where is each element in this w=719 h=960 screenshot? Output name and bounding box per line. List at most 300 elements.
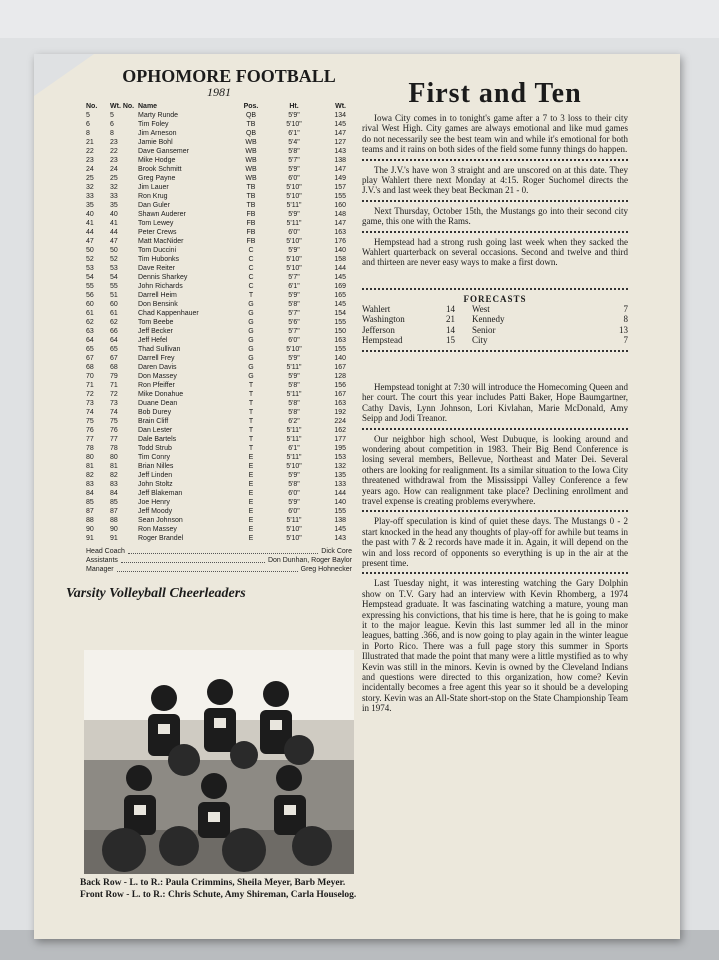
roster-row	[86, 381, 352, 390]
roster-row	[86, 408, 352, 417]
volleyball-cheerleaders-title: Varsity Volleyball Cheerleaders	[66, 586, 246, 601]
player-wt-no: 55	[110, 283, 118, 290]
player-no: 60	[86, 301, 94, 308]
roster-row	[86, 471, 352, 480]
player-ht: 5'8"	[288, 382, 300, 389]
player-ht: 5'9"	[288, 166, 300, 173]
player-wt-no: 23	[110, 157, 118, 164]
player-name: Daren Davis	[138, 364, 177, 371]
player-name: Tim Foley	[138, 121, 169, 128]
player-wt: 149	[334, 175, 346, 182]
player-wt-no: 50	[110, 247, 118, 254]
player-ht: 5'9"	[288, 472, 300, 479]
player-name: Peter Crews	[138, 229, 177, 236]
player-ht: 5'8"	[288, 148, 300, 155]
player-wt: 132	[334, 463, 346, 470]
player-no: 8	[86, 130, 90, 137]
player-ht: 6'0"	[288, 229, 300, 236]
player-pos: E	[248, 490, 254, 497]
player-wt: 153	[334, 454, 346, 461]
player-name: Jim Lauer	[138, 184, 169, 191]
player-no: 64	[86, 337, 94, 344]
forecast-opponent: Kennedy	[472, 314, 505, 325]
player-name: Mike Hodge	[138, 157, 176, 164]
player-wt: 133	[334, 481, 346, 488]
header-wt-no: Wt. No.	[110, 103, 135, 110]
player-ht: 5'9"	[288, 211, 300, 218]
player-wt: 144	[334, 490, 346, 497]
player-wt: 162	[334, 427, 346, 434]
player-no: 90	[86, 526, 94, 533]
staff-row	[86, 565, 352, 574]
player-name: Jeff Moody	[138, 508, 173, 515]
player-wt: 169	[334, 283, 346, 290]
player-no: 5	[86, 112, 90, 119]
player-wt-no: 6	[110, 121, 114, 128]
player-no: 55	[86, 283, 94, 290]
player-wt-no: 8	[110, 130, 114, 137]
player-wt-no: 76	[110, 427, 118, 434]
player-name: Ron Massey	[138, 526, 177, 533]
player-wt-no: 79	[110, 373, 118, 380]
player-ht: 5'11"	[286, 220, 302, 227]
roster-row	[86, 291, 352, 300]
forecast-team: Jefferson	[362, 324, 395, 335]
player-wt-no: 40	[110, 211, 118, 218]
player-pos: E	[248, 454, 254, 461]
player-wt-no: 44	[110, 229, 118, 236]
player-wt-no: 33	[110, 193, 118, 200]
player-wt: 148	[334, 211, 346, 218]
leader-dots	[117, 565, 298, 572]
roster-row	[86, 300, 352, 309]
header-wt: Wt.	[335, 103, 346, 110]
player-wt: 160	[334, 202, 346, 209]
player-name: Jeff Blakeman	[138, 490, 183, 497]
player-pos: E	[248, 463, 254, 470]
player-pos: E	[248, 526, 254, 533]
player-wt: 138	[334, 517, 346, 524]
player-pos: C	[248, 247, 254, 254]
player-wt: 155	[334, 346, 346, 353]
player-pos: E	[248, 535, 254, 542]
player-wt-no: 61	[110, 310, 118, 317]
forecast-score: 8	[623, 314, 628, 325]
player-name: Don Bensink	[138, 301, 178, 308]
player-no: 82	[86, 472, 94, 479]
player-name: Joe Henry	[138, 499, 170, 506]
player-wt-no: 78	[110, 445, 118, 452]
roster-row	[86, 372, 352, 381]
roster-row	[86, 453, 352, 462]
forecast-score: 15	[446, 335, 455, 346]
player-wt: 140	[334, 247, 346, 254]
player-no: 53	[86, 265, 94, 272]
forecast-team: Hempstead	[362, 335, 403, 346]
player-no: 52	[86, 256, 94, 263]
player-wt-no: 75	[110, 418, 118, 425]
roster-row	[86, 399, 352, 408]
player-name: Thad Sullivan	[138, 346, 181, 353]
forecast-opponent: City	[472, 335, 488, 346]
dotted-separator	[362, 288, 628, 290]
player-ht: 5'10"	[286, 265, 302, 272]
background-top	[0, 0, 719, 38]
player-wt: 154	[334, 310, 346, 317]
roster-row	[86, 228, 352, 237]
staff-row	[86, 556, 352, 565]
player-pos: T	[248, 427, 254, 434]
roster-row	[86, 147, 352, 156]
player-no: 78	[86, 445, 94, 452]
player-wt-no: 62	[110, 319, 118, 326]
player-pos: TB	[246, 193, 256, 200]
player-pos: FB	[246, 211, 256, 218]
staff-name: Greg Hohnecker	[300, 566, 352, 573]
player-name: Tom Lewey	[138, 220, 174, 227]
roster-row	[86, 282, 352, 291]
player-wt-no: 74	[110, 409, 118, 416]
player-no: 47	[86, 238, 94, 245]
player-no: 83	[86, 481, 94, 488]
player-wt-no: 5	[110, 112, 114, 119]
player-wt-no: 90	[110, 526, 118, 533]
staff-name: Dick Core	[321, 548, 352, 555]
player-ht: 6'0"	[288, 508, 300, 515]
player-wt-no: 65	[110, 346, 118, 353]
player-ht: 6'1"	[288, 445, 300, 452]
roster-row	[86, 138, 352, 147]
player-no: 87	[86, 508, 94, 515]
player-pos: G	[248, 337, 254, 344]
player-name: Dennis Sharkey	[138, 274, 188, 281]
forecast-opponent: Senior	[472, 324, 496, 335]
player-pos: FB	[246, 220, 256, 227]
player-wt: 167	[334, 391, 346, 398]
dotted-separator	[362, 572, 628, 574]
player-wt: 177	[334, 436, 346, 443]
player-wt: 150	[334, 328, 346, 335]
roster-row	[86, 309, 352, 318]
player-pos: WB	[245, 157, 257, 164]
player-ht: 5'10"	[286, 463, 302, 470]
player-wt-no: 88	[110, 517, 118, 524]
player-pos: T	[248, 445, 254, 452]
player-ht: 5'8"	[288, 301, 300, 308]
player-name: Dan Guler	[138, 202, 170, 209]
player-wt-no: 87	[110, 508, 118, 515]
player-wt-no: 72	[110, 391, 118, 398]
roster-row	[86, 507, 352, 516]
player-pos: G	[248, 355, 254, 362]
staff-name: Don Dunhan, Roger Baylor	[267, 557, 352, 564]
player-wt-no: 53	[110, 265, 118, 272]
roster-row	[86, 237, 352, 246]
player-pos: G	[248, 319, 254, 326]
player-ht: 5'11"	[286, 364, 302, 371]
roster-row	[86, 417, 352, 426]
player-ht: 5'11"	[286, 454, 302, 461]
player-wt: 143	[334, 535, 346, 542]
player-name: Dale Bartels	[138, 436, 177, 443]
roster-row	[86, 246, 352, 255]
roster-row	[86, 219, 352, 228]
player-no: 25	[86, 175, 94, 182]
column-title: First and Ten	[408, 78, 582, 109]
player-pos: G	[248, 301, 254, 308]
leader-dots	[121, 556, 265, 563]
player-pos: E	[248, 499, 254, 506]
player-no: 35	[86, 202, 94, 209]
player-wt-no: 47	[110, 238, 118, 245]
player-name: John Stoltz	[138, 481, 173, 488]
player-name: Sean Johnson	[138, 517, 183, 524]
player-wt: 145	[334, 274, 346, 281]
player-wt-no: 24	[110, 166, 118, 173]
forecast-opponent: West	[472, 303, 490, 314]
player-pos: FB	[246, 229, 256, 236]
player-no: 33	[86, 193, 94, 200]
player-name: Shawn Auderer	[138, 211, 186, 218]
player-name: John Richards	[138, 283, 183, 290]
player-pos: G	[248, 346, 254, 353]
player-pos: WB	[245, 175, 257, 182]
player-pos: C	[248, 274, 254, 281]
player-ht: 5'9"	[288, 112, 300, 119]
paragraph: Our neighbor high school, West Dubuque, is looking around and wondering about competition in 1983. Their Big Bend Conference is losing several members, Bellevue, Northeast and Mater Dei. Several others are looking for realignment. Its a similar situation to the Iowa City threatened withdrawal from the Mississippi Valley Conference a few years ago. How can realignment take place? Declining enrollment and travel expense is creating problems everywhere.	[362, 433, 628, 506]
roster-row	[86, 525, 352, 534]
leader-dots	[128, 547, 318, 554]
first-and-ten-column	[362, 78, 628, 717]
player-pos: T	[248, 391, 254, 398]
player-wt: 147	[334, 166, 346, 173]
player-wt: 145	[334, 121, 346, 128]
player-ht: 5'7"	[288, 310, 300, 317]
player-ht: 5'11"	[286, 391, 302, 398]
player-name: Brain Cliff	[138, 418, 169, 425]
roster-year: 1981	[207, 85, 231, 99]
paragraph: Play-off speculation is kind of quiet these days. The Mustangs 0 - 2 start knocked in the head any thoughts of play-off for awhile but teams in the past with 7 & 2 records have made it in. Again, it will depend on the win and loss record of opponents so everything is up in the air at the present time.	[362, 516, 628, 568]
cheerleaders-photo	[84, 650, 354, 874]
player-pos: QB	[245, 112, 257, 119]
player-no: 62	[86, 319, 94, 326]
player-wt-no: 23	[110, 139, 118, 146]
player-pos: C	[248, 265, 254, 272]
player-no: 81	[86, 463, 94, 470]
player-wt: 163	[334, 337, 346, 344]
player-wt-no: 51	[110, 292, 118, 299]
player-wt: 155	[334, 193, 346, 200]
player-pos: E	[248, 481, 254, 488]
player-ht: 5'9"	[288, 499, 300, 506]
dotted-separator	[362, 159, 628, 161]
player-ht: 5'9"	[288, 292, 300, 299]
dotted-separator	[362, 350, 628, 352]
dotted-separator	[362, 428, 628, 430]
photo-caption	[80, 878, 362, 901]
player-name: Jim Arneson	[138, 130, 177, 137]
player-wt: 155	[334, 508, 346, 515]
player-no: 71	[86, 382, 94, 389]
forecast-score: 14	[446, 303, 455, 314]
coaching-staff	[86, 547, 352, 574]
player-pos: WB	[245, 148, 257, 155]
forecasts-title: FORECASTS	[463, 293, 527, 304]
roster-row	[86, 462, 352, 471]
player-no: 54	[86, 274, 94, 281]
player-pos: TB	[246, 202, 256, 209]
player-pos: FB	[246, 238, 256, 245]
forecast-score: 7	[623, 303, 628, 314]
player-no: 68	[86, 364, 94, 371]
player-wt: 224	[334, 418, 346, 425]
player-ht: 5'9"	[288, 247, 300, 254]
roster-row	[86, 111, 352, 120]
player-wt-no: 85	[110, 499, 118, 506]
player-ht: 5'6"	[288, 319, 300, 326]
player-name: Jamie Bohl	[138, 139, 173, 146]
header-name: Name	[138, 103, 158, 110]
player-ht: 5'11"	[286, 427, 302, 434]
roster-row	[86, 534, 352, 543]
forecast-team: Washington	[362, 314, 405, 325]
player-wt-no: 52	[110, 256, 118, 263]
dotted-separator	[362, 200, 628, 202]
roster-row	[86, 201, 352, 210]
roster-row	[86, 264, 352, 273]
roster-row	[86, 390, 352, 399]
player-no: 84	[86, 490, 94, 497]
roster-row	[86, 165, 352, 174]
player-no: 63	[86, 328, 94, 335]
player-no: 21	[86, 139, 94, 146]
player-no: 61	[86, 310, 94, 317]
player-no: 56	[86, 292, 94, 299]
roster-row	[86, 273, 352, 282]
player-no: 22	[86, 148, 94, 155]
player-pos: C	[248, 256, 254, 263]
staff-row	[86, 547, 352, 556]
roster-row	[86, 192, 352, 201]
roster-row	[86, 498, 352, 507]
dotted-separator	[362, 231, 628, 233]
player-ht: 6'0"	[288, 175, 300, 182]
forecast-row	[362, 325, 628, 336]
player-name: Tom Beebe	[138, 319, 174, 326]
player-no: 40	[86, 211, 94, 218]
player-wt: 128	[334, 373, 346, 380]
player-no: 50	[86, 247, 94, 254]
player-no: 91	[86, 535, 94, 542]
forecast-score: 7	[623, 335, 628, 346]
player-name: Darrell Frey	[138, 355, 175, 362]
player-ht: 5'10"	[286, 193, 302, 200]
roster-row	[86, 336, 352, 345]
player-name: Brian Nilles	[138, 463, 174, 470]
header-no: No.	[86, 103, 98, 110]
player-wt-no: 82	[110, 472, 118, 479]
player-pos: G	[248, 364, 254, 371]
player-wt: 158	[334, 256, 346, 263]
player-wt: 140	[334, 355, 346, 362]
player-wt-no: 83	[110, 481, 118, 488]
player-wt: 135	[334, 472, 346, 479]
player-wt: 176	[334, 238, 346, 245]
player-wt-no: 67	[110, 355, 118, 362]
player-wt-no: 64	[110, 337, 118, 344]
player-pos: T	[248, 418, 254, 425]
player-name: Todd Strub	[138, 445, 172, 452]
player-no: 73	[86, 400, 94, 407]
player-ht: 5'10"	[286, 184, 302, 191]
player-ht: 5'10"	[286, 526, 302, 533]
player-ht: 5'11"	[286, 517, 302, 524]
player-name: Tim Conry	[138, 454, 171, 461]
player-pos: WB	[245, 139, 257, 146]
player-name: Tim Hubonks	[138, 256, 179, 263]
player-ht: 6'0"	[288, 337, 300, 344]
roster-row	[86, 345, 352, 354]
player-wt: 147	[334, 130, 346, 137]
roster-table	[86, 111, 352, 543]
player-ht: 5'4"	[288, 139, 300, 146]
player-name: Ron Krug	[138, 193, 168, 200]
player-wt-no: 80	[110, 454, 118, 461]
player-wt-no: 60	[110, 301, 118, 308]
player-wt-no: 66	[110, 328, 118, 335]
player-pos: T	[248, 382, 254, 389]
player-wt: 167	[334, 364, 346, 371]
player-no: 67	[86, 355, 94, 362]
player-ht: 5'10"	[286, 346, 302, 353]
player-pos: T	[248, 409, 254, 416]
roster-row	[86, 480, 352, 489]
player-name: Matt MacNider	[138, 238, 184, 245]
player-ht: 5'8"	[288, 409, 300, 416]
player-wt-no: 22	[110, 148, 118, 155]
player-name: Duane Dean	[138, 400, 178, 407]
player-no: 6	[86, 121, 90, 128]
player-no: 80	[86, 454, 94, 461]
player-name: Tom Duccini	[138, 247, 177, 254]
forecast-row	[362, 304, 628, 315]
player-pos: T	[248, 292, 254, 299]
caption-back-row: Back Row - L. to R.: Paula Crimmins, Sheila Meyer, Barb Meyer.	[80, 878, 346, 888]
player-ht: 5'11"	[286, 436, 302, 443]
player-ht: 5'11"	[286, 202, 302, 209]
player-pos: T	[248, 436, 254, 443]
header-pos: Pos.	[243, 103, 259, 110]
player-ht: 5'9"	[288, 355, 300, 362]
player-wt-no: 73	[110, 400, 118, 407]
player-name: Jeff Linden	[138, 472, 173, 479]
player-no: 74	[86, 409, 94, 416]
player-wt: 127	[334, 139, 346, 146]
player-wt: 147	[334, 220, 346, 227]
player-wt-no: 41	[110, 220, 118, 227]
player-wt-no: 25	[110, 175, 118, 182]
player-wt: 145	[334, 301, 346, 308]
program-page	[34, 54, 680, 939]
forecast-row	[362, 314, 628, 325]
player-ht: 5'10"	[286, 256, 302, 263]
paragraph: Hempstead had a strong rush going last week when they sacked the Wahlert quarterback on several occasions. Second and twelve and third and thirteen are never easy ways to make a first down.	[362, 236, 628, 268]
player-name: Bob Durey	[138, 409, 172, 416]
staff-role: Manager	[86, 566, 114, 573]
header-ht: Ht.	[289, 103, 299, 110]
paragraph: Hempstead tonight at 7:30 will introduce the Homecoming Queen and her court. The court this year includes Patti Baker, Hope Baumgartner, Cathy Davis, Lynn Johnson, Lori Kivlahan, Marie McDonald, Amy Seipp and Jodi Treanor.	[362, 381, 628, 424]
player-wt: 138	[334, 157, 346, 164]
